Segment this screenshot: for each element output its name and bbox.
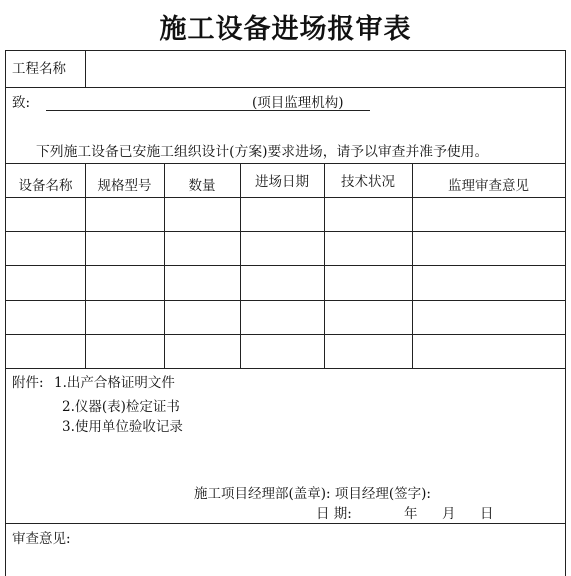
table-cell[interactable] (326, 302, 410, 332)
table-cell[interactable] (242, 336, 322, 366)
table-cell[interactable] (242, 199, 322, 229)
intro-text: 下列施工设备已安施工组织设计(方案)要求进场，请予以审查并准予使用。 (36, 144, 489, 160)
table-cell[interactable] (326, 233, 410, 263)
table-cell[interactable] (87, 267, 162, 298)
table-cell[interactable] (87, 336, 162, 366)
table-cell[interactable] (166, 336, 238, 366)
divider-line (6, 523, 565, 524)
divider-line (6, 163, 565, 164)
table-cell[interactable] (242, 302, 322, 332)
project-name-field[interactable] (88, 55, 558, 83)
attachments-label: 附件: (12, 375, 44, 391)
table-row-line (6, 231, 565, 232)
col-header-technical-status: 技术状况 (341, 174, 395, 190)
table-cell[interactable] (414, 302, 563, 332)
table-cell[interactable] (8, 302, 83, 332)
table-cell[interactable] (414, 336, 563, 366)
divider-line (6, 87, 565, 88)
col-header-model: 规格型号 (97, 178, 152, 194)
table-cell[interactable] (8, 233, 83, 263)
review-opinion-field[interactable] (12, 549, 560, 575)
col-header-entry-date: 进场日期 (255, 174, 309, 190)
project-name-divider (85, 51, 86, 87)
date-month-label: 月 (442, 506, 456, 522)
table-row-line (6, 334, 565, 335)
to-label: 致: (12, 95, 31, 111)
table-cell[interactable] (326, 336, 410, 366)
table-cell[interactable] (414, 233, 563, 263)
attachment-item: 2.仪器(表)检定证书 (62, 399, 180, 415)
table-cell[interactable] (8, 267, 83, 298)
form-table (5, 50, 566, 576)
table-row-line (6, 300, 565, 301)
table-cell[interactable] (242, 233, 322, 263)
table-cell[interactable] (166, 233, 238, 263)
attachment-item: 1.出产合格证明文件 (54, 375, 175, 391)
date-label: 日 期: (316, 506, 352, 522)
col-header-equipment-name: 设备名称 (18, 178, 73, 194)
table-cell[interactable] (166, 267, 238, 298)
table-cell[interactable] (166, 302, 238, 332)
signature-line: 施工项目经理部(盖章): 项目经理(签字): (194, 486, 431, 502)
table-cell[interactable] (87, 233, 162, 263)
review-opinion-label: 审查意见: (12, 531, 71, 547)
table-cell[interactable] (166, 199, 238, 229)
supervision-org-label: (项目监理机构) (252, 95, 344, 111)
table-cell[interactable] (87, 199, 162, 229)
table-row-line (6, 265, 565, 266)
table-row-line (6, 368, 565, 369)
table-cell[interactable] (8, 336, 83, 366)
table-row-line (6, 197, 565, 198)
table-cell[interactable] (87, 302, 162, 332)
table-cell[interactable] (326, 267, 410, 298)
table-cell[interactable] (326, 199, 410, 229)
table-cell[interactable] (414, 267, 563, 298)
table-cell[interactable] (414, 199, 563, 229)
col-header-quantity: 数量 (188, 178, 216, 194)
date-year-label: 年 (404, 506, 418, 522)
table-cell[interactable] (8, 199, 83, 229)
date-day-label: 日 (480, 506, 494, 522)
table-cell[interactable] (242, 267, 322, 298)
col-header-supervision-opinion: 监理审查意见 (448, 178, 529, 194)
attachment-item: 3.使用单位验收记录 (62, 419, 183, 435)
form-title: 施工设备进场报审表 (159, 14, 412, 45)
project-name-label: 工程名称 (12, 61, 66, 77)
